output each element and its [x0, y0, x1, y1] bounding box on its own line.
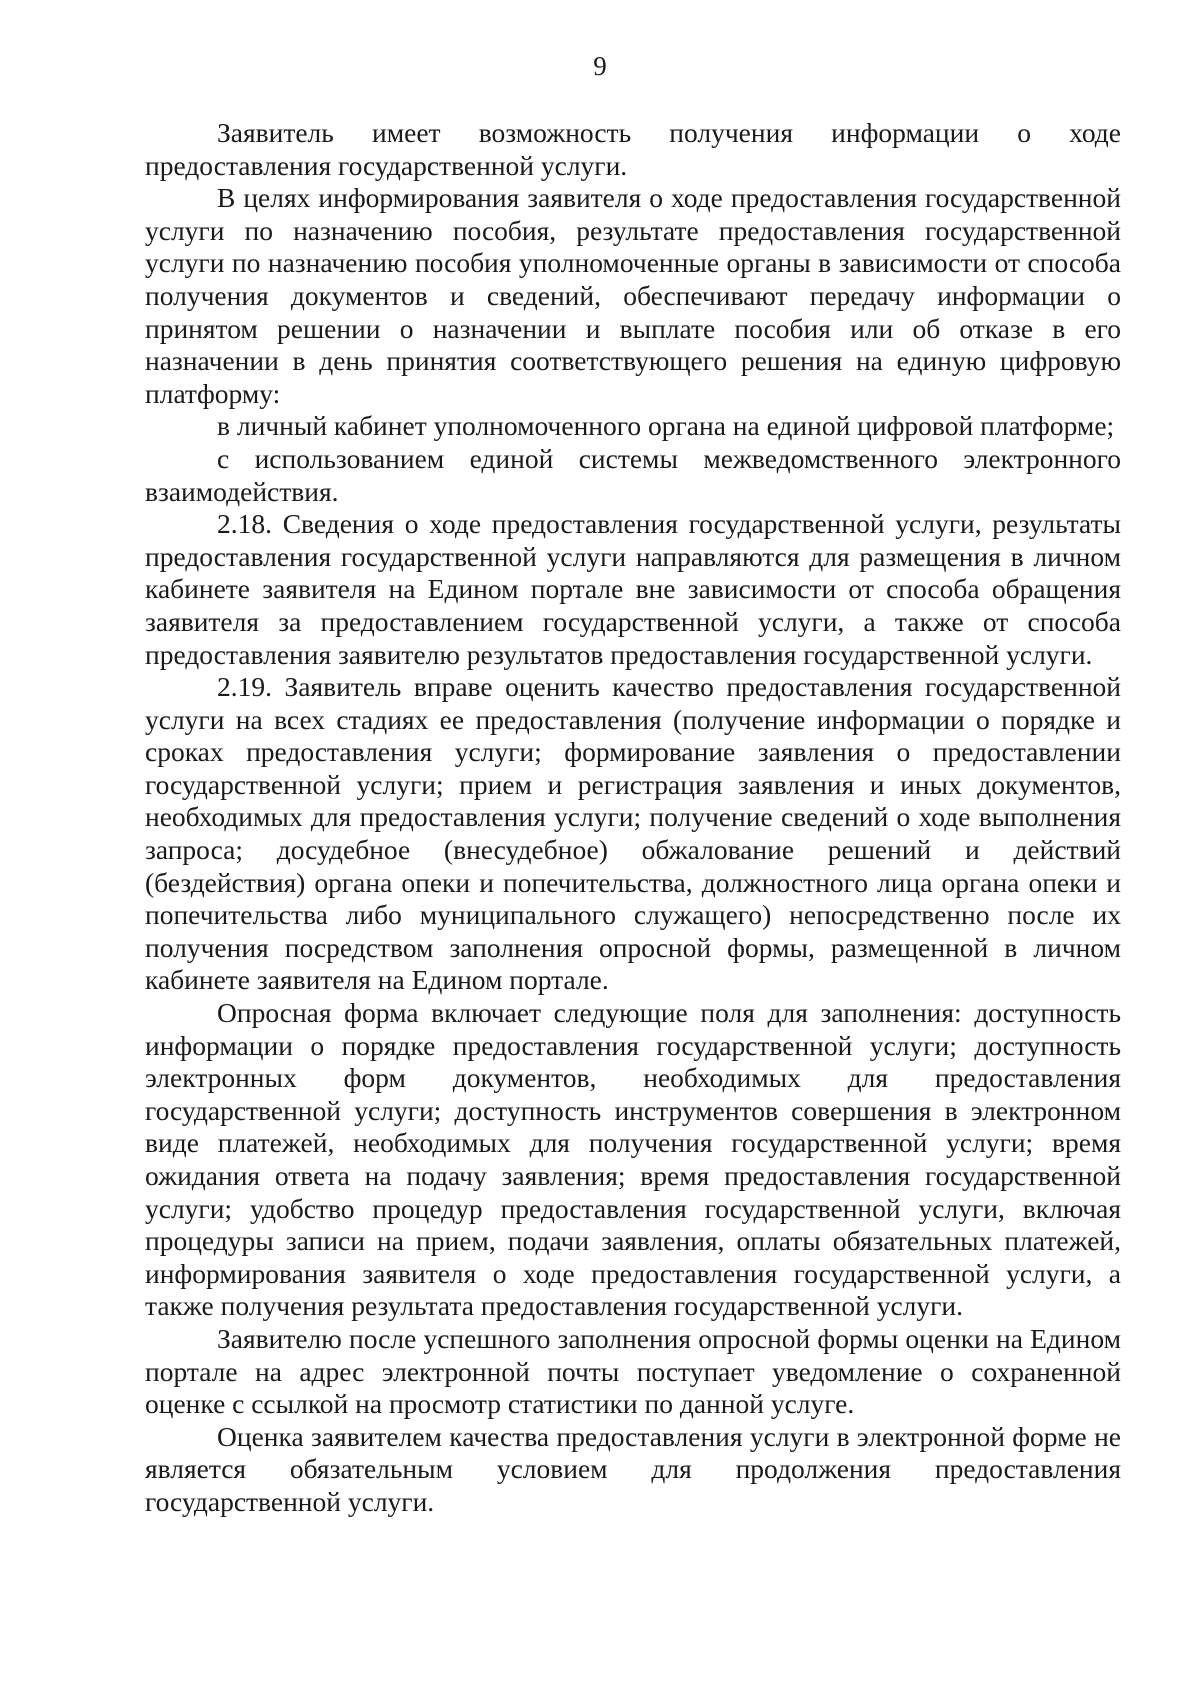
paragraph-section-2-19: 2.19. Заявитель вправе оценить качество предоставления государственной услуги на всех стадиях ее предоставления (получение информации о порядке и сроках предоставления услуги; формирование заявления о предоставлении государственной услуги; прием и регистрация заявления и иных документов, необходимых для предоставления услуги; получение сведений о ходе выполнения запроса; досудебное (внесудебное) обжалование решений и действий (бездействия) органа опеки и попечительства, должностного лица органа опеки и попечительства либо муниципального служащего) непосредственно после их получения посредством заполнения опросной формы, размещенной в личном кабинете заявителя на Едином портале. [145, 671, 1121, 996]
paragraph-informing-purpose: В целях информирования заявителя о ходе предоставления государственной услуги по назначению пособия, результате предоставления государственной услуги по назначению пособия уполномоченные органы в зависимости от способа получения документов и сведений, обеспечивают передачу информации о принятом решении о назначении и выплате пособия или об отказе в его назначении в день принятия соответствующего решения на единую цифровую платформу: [145, 182, 1121, 409]
paragraph-section-2-18: 2.18. Сведения о ходе предоставления государственной услуги, результаты предоставления государственной услуги направляются для размещения в личном кабинете заявителя на Едином портале вне зависимости от способа обращения заявителя за предоставлением государственной услуги, а также от способа предоставления заявителю результатов предоставления государственной услуги. [145, 508, 1121, 670]
page-number: 9 [593, 51, 607, 81]
paragraph-email-notification: Заявителю после успешного заполнения опросной формы оценки на Едином портале на адрес электронной почты поступает уведомление о сохраненной оценке с ссылкой на просмотр статистики по данной услуге. [145, 1322, 1121, 1420]
paragraph-interagency-system: с использованием единой системы межведомственного электронного взаимодействия. [145, 442, 1121, 507]
paragraph-personal-cabinet: в личный кабинет уполномоченного органа на единой цифровой платформе; [217, 410, 1115, 442]
document-body [145, 117, 1121, 1519]
paragraph-optional-evaluation: Оценка заявителем качества предоставления услуги в электронной форме не является обязательным условием для продолжения предоставления государственной услуги. [145, 1420, 1121, 1517]
paragraph-survey-form-fields: Опросная форма включает следующие поля для заполнения: доступность информации о порядке предоставления государственной услуги; доступность электронных форм документов, необходимых для предоставления государственной услуги; доступность инструментов совершения в электронном виде платежей, необходимых для получения государственной услуги; время ожидания ответа на подачу заявления; время предоставления государственной услуги; удобство процедур предоставления государственной услуги, включая процедуры записи на прием, подачи заявления, оплаты обязательных платежей, информирования заявителя о ходе предоставления государственной услуги, а также получения результата предоставления государственной услуги. [145, 997, 1121, 1322]
paragraph-information-possibility: Заявитель имеет возможность получения информации о ходе предоставления государственной услуги. [145, 117, 1121, 181]
